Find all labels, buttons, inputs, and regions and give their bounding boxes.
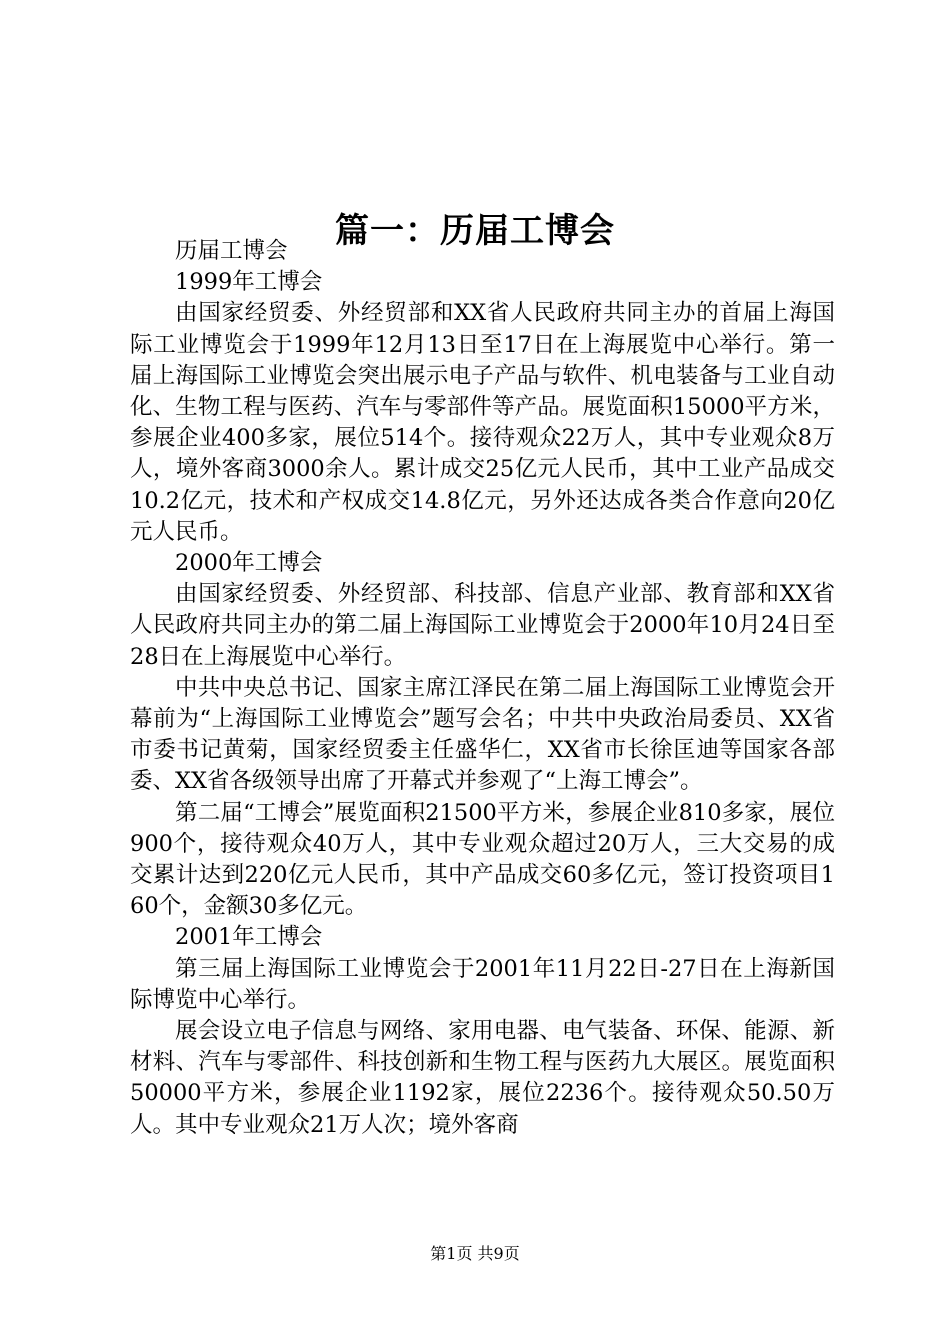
page-footer: 第1页 共9页 [430,1244,520,1263]
paragraph-2001-heading: 2001年工博会 [175,924,323,951]
paragraph-1999-body: 由国家经贸委、外经贸部和XX省人民政府共同主办的首届上海国际工业博览会于1999年12月13日至17日在上海展览中心举行。第一届上海国际工业博览会突出展示电子产品与软件、机电装备与工业自动化、生物工程与医药、汽车与零部件等产品。展览面积15000平方米，参展企业400多家，展位514个。接待观众22万人，其中专业观众8万人，境外客商3000余人。累计成交25亿元人民币，其中工业产品成交10.2亿元，技术和产权成交14.8亿元，另外还达成各类合作意向20亿元人民币。 [130,300,835,545]
document-title: 篇一：历届工博会 [335,210,615,251]
paragraph-2000-heading: 2000年工博会 [175,550,323,577]
paragraph-2001-body-1: 第三届上海国际工业博览会于2001年11月22日-27日在上海新国际博览中心举行。 [130,955,835,1013]
paragraph-2000-body-3: 第二届“工博会”展览面积21500平方米，参展企业810多家，展位900个，接待观众40万人，其中专业观众超过20万人，三大交易的成交累计达到220亿元人民币，其中产品成交60多亿元，签订投资项目160个，金额30多亿元。 [130,799,835,920]
paragraph-1999-heading: 1999年工博会 [175,269,323,296]
paragraph-2001-body-2: 展会设立电子信息与网络、家用电器、电气装备、环保、能源、新材料、汽车与零部件、科技创新和生物工程与医药九大展区。展览面积50000平方米，参展企业1192家，展位2236个。接待观众50.50万人。其中专业观众21万人次；境外客商 [130,1018,835,1138]
paragraph-2000-body-1: 由国家经贸委、外经贸部、科技部、信息产业部、教育部和XX省人民政府共同主办的第二届上海国际工业博览会于2000年10月24日至28日在上海展览中心举行。 [130,581,835,670]
paragraph-2000-body-2: 中共中央总书记、国家主席江泽民在第二届上海国际工业博览会开幕前为“上海国际工业博览会”题写会名；中共中央政治局委员、XX省市委书记黄菊，国家经贸委主任盛华仁，XX省市长徐匡迪等国家各部委、XX省各级领导出席了开幕式并参观了“上海工博会”。 [130,674,835,795]
document-body [130,236,835,1141]
paragraph-intro-heading: 历届工博会 [175,238,288,264]
